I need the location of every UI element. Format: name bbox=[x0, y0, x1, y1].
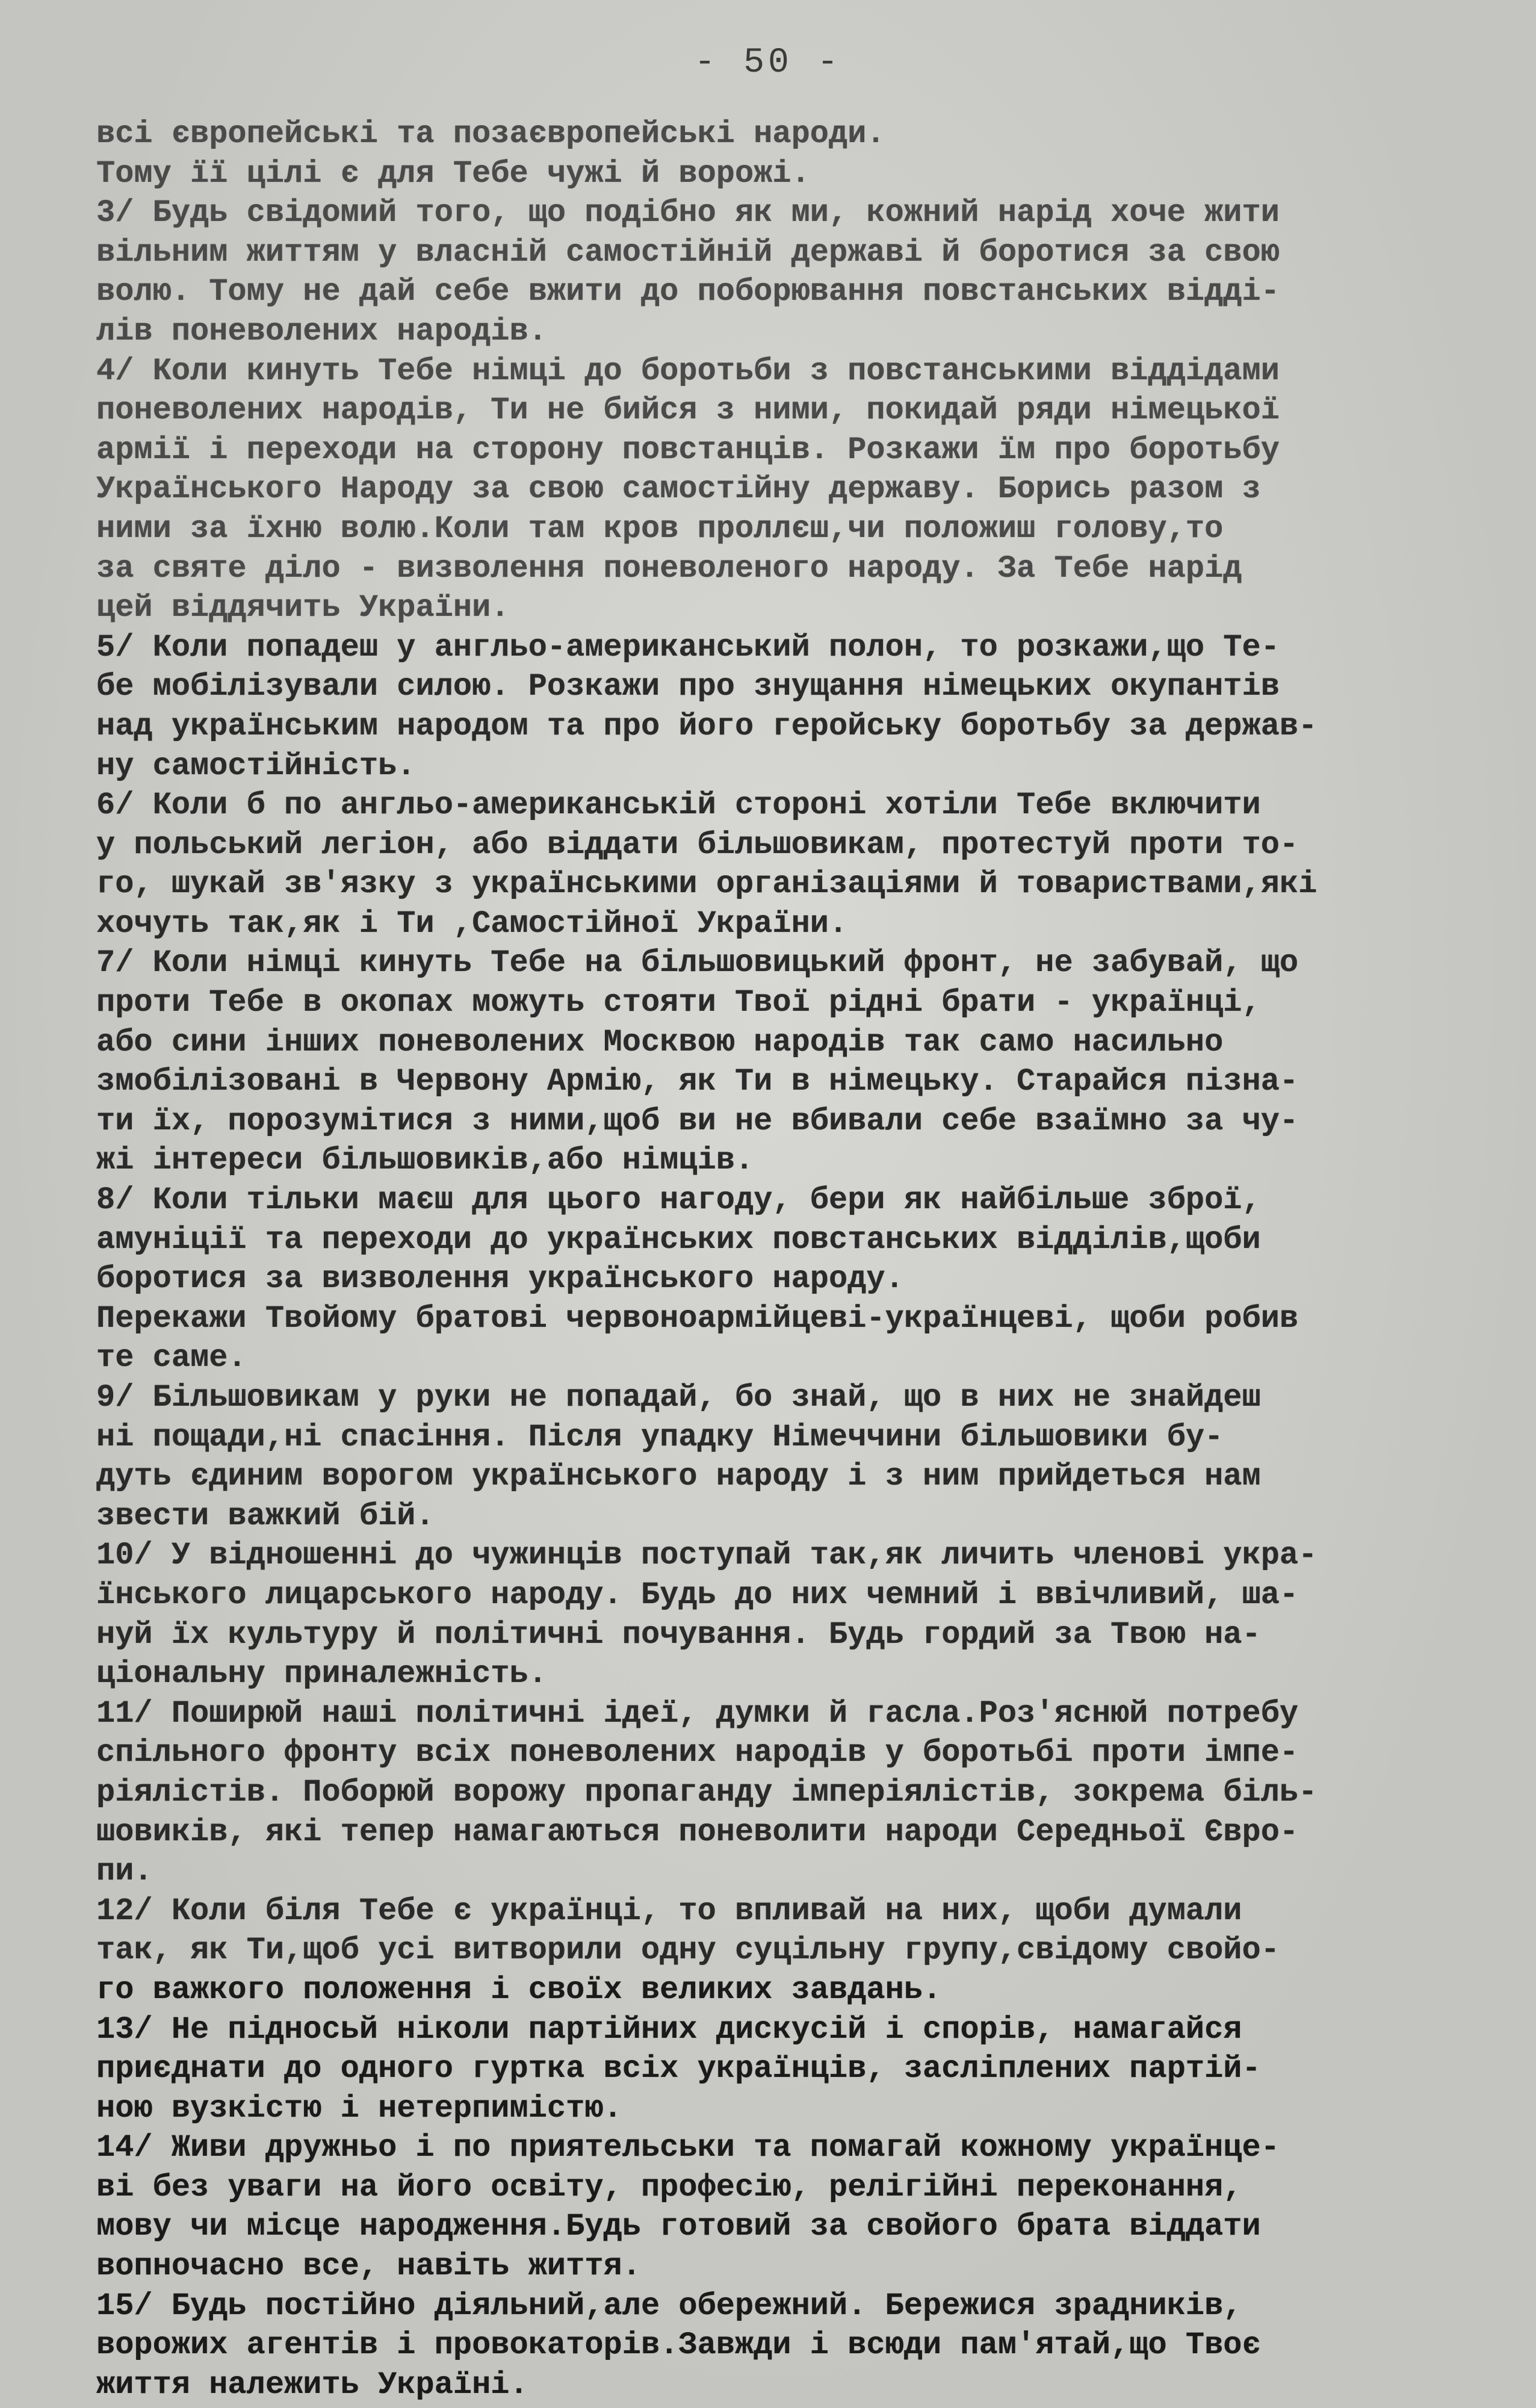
text-line: 6/ Коли б по англьо-американській стороні хотіли Тебе включити bbox=[96, 787, 1261, 824]
text-line: за святе діло - визволення поневоленого народу. За Тебе нарід bbox=[96, 550, 1242, 586]
text-line: 15/ Будь постійно діяльний,але обережний. Бережися зрадників, bbox=[96, 2288, 1242, 2324]
text-line: бе мобілізували силою. Розкажи про знущання німецьких окупантів bbox=[96, 669, 1280, 705]
text-line: 11/ Поширюй наші політичні ідеї, думки й гасла.Роз'яснюй потребу bbox=[96, 1695, 1299, 1731]
text-line: поневолених народів, Ти не бийся з ними, покидай ряди німецької bbox=[96, 393, 1280, 429]
text-line: 3/ Будь свідомий того, що подібно як ми, кожний нарід хоче жити bbox=[96, 195, 1280, 231]
text-line: їнського лицарського народу. Будь до них чемний і ввічливий, ша- bbox=[96, 1577, 1299, 1613]
text-line: амуніції та переходи до українських повстанських відділів,щоби bbox=[96, 1221, 1261, 1258]
text-line: вільним життям у власній самостійній державі й боротися за свою bbox=[96, 234, 1280, 270]
text-line: 9/ Більшовикам у руки не попадай, бо знай, що в них не знайдеш bbox=[96, 1380, 1261, 1415]
text-line: звести важкий бій. bbox=[96, 1498, 435, 1534]
text-line: 8/ Коли тільки маєш для цього нагоду, бери як найбільше зброї, bbox=[96, 1182, 1261, 1218]
text-line: ворожих агентів і провокаторів.Завжди і всюди пам'ятай,що Твоє bbox=[96, 2327, 1261, 2363]
text-line: ві без уваги на його освіту, професію, релігійні переконання, bbox=[96, 2169, 1242, 2205]
text-line: те саме. bbox=[96, 1340, 247, 1376]
text-line: ріялістів. Поборюй ворожу пропаганду імперіялістів, зокрема біль- bbox=[96, 1774, 1318, 1810]
text-line: так, як Ти,щоб усі витворили одну суцільну групу,свідому свойо- bbox=[96, 1932, 1280, 1969]
text-line: ціональну приналежність. bbox=[96, 1656, 547, 1692]
text-line: проти Тебе в окопах можуть стояти Твої рідні брати - українці, bbox=[96, 985, 1261, 1021]
text-line: лів поневолених народів. bbox=[96, 313, 547, 349]
text-line: 14/ Живи дружньо і по приятельськи та помагай кожному українце- bbox=[96, 2130, 1280, 2166]
text-line: нуй їх культуру й політичні почування. Будь гордий за Твою на- bbox=[96, 1616, 1261, 1652]
page-number: - 50 - bbox=[694, 43, 842, 82]
text-line: жі інтереси більшовиків,або німців. bbox=[96, 1143, 754, 1179]
text-line: приєднати до одного гуртка всіх українців, засліплених партій- bbox=[96, 2051, 1261, 2087]
text-line: 12/ Коли біля Тебе є українці, то впливай на них, щоби думали bbox=[96, 1893, 1242, 1929]
text-line: ти їх, порозумітися з ними,щоб ви не вбивали себе взаїмно за чу- bbox=[96, 1103, 1299, 1139]
document-body bbox=[96, 114, 1457, 2404]
text-line: ною вузкістю і нетерпимістю. bbox=[96, 2090, 622, 2126]
text-line: Українського Народу за свою самостійну державу. Борись разом з bbox=[96, 471, 1261, 507]
text-line: ні пощади,ні спасіння. Після упадку Німеччини більшовики бу- bbox=[96, 1419, 1224, 1455]
text-line: Перекажи Твойому братові червоноармійцеві-українцеві, щоби робив bbox=[96, 1300, 1299, 1336]
text-line: 13/ Не підносьй ніколи партійних дискусій і спорів, намагайся bbox=[96, 2011, 1242, 2047]
text-line: шовиків, які тепер намагаються поневолити народи Середньої Євро- bbox=[96, 1814, 1299, 1850]
text-line: волю. Тому не дай себе вжити до поборювання повстанських відді- bbox=[96, 274, 1280, 310]
text-line: 5/ Коли попадеш у англьо-американський полон, то розкажи,що Те- bbox=[96, 629, 1280, 665]
text-line: 4/ Коли кинуть Тебе німці до боротьби з повстанськими віддідами bbox=[96, 353, 1280, 389]
text-line: мову чи місце народження.Будь готовий за свойого брата віддати bbox=[96, 2209, 1261, 2245]
text-line: дуть єдиним ворогом українського народу і з ним прийдеться нам bbox=[96, 1459, 1261, 1495]
text-line: 7/ Коли німці кинуть Тебе на більшовицький фронт, не забувай, що bbox=[96, 945, 1299, 981]
text-line: го, шукай зв'язку з українськими організаціями й товариствами,які bbox=[96, 866, 1318, 902]
text-line: або сини інших поневолених Москвою народів так само насильно bbox=[96, 1024, 1224, 1060]
text-line: над українським народом та про його геройську боротьбу за держав- bbox=[96, 708, 1318, 744]
text-line: у польський легіон, або віддати більшовикам, протестуй проти то- bbox=[96, 827, 1299, 863]
text-line: хочуть так,як і Ти ,Самостійної України. bbox=[96, 905, 848, 942]
text-line: Тому її цілі є для Тебе чужі й ворожі. bbox=[96, 155, 810, 191]
text-line: пи. bbox=[96, 1854, 153, 1890]
text-line: боротися за визволення українського народу. bbox=[96, 1261, 904, 1297]
text-line: всі європейські та позаєвропейські народи. bbox=[96, 116, 885, 152]
text-line: цей віддячить України. bbox=[96, 590, 510, 626]
text-line: змобілізовані в Червону Армію, як Ти в німецьку. Старайся пізна- bbox=[96, 1064, 1299, 1100]
text-line: життя належить Україні. bbox=[96, 2366, 528, 2403]
text-line: армії і переходи на сторону повстанців. Розкажи їм про боротьбу bbox=[96, 432, 1280, 468]
text-line: ну самостійність. bbox=[96, 748, 416, 784]
text-line: вопночасно все, навіть життя. bbox=[96, 2248, 641, 2285]
text-line: спільного фронту всіх поневолених народів у боротьбі проти імпе- bbox=[96, 1735, 1299, 1771]
text-line: 10/ У відношенні до чужинців поступай так,як личить членові укра- bbox=[96, 1538, 1318, 1574]
text-line: го важкого положення і своїх великих завдань. bbox=[96, 1972, 942, 2008]
text-line: ними за їхню волю.Коли там кров проллєш,чи положиш голову,то bbox=[96, 510, 1224, 547]
